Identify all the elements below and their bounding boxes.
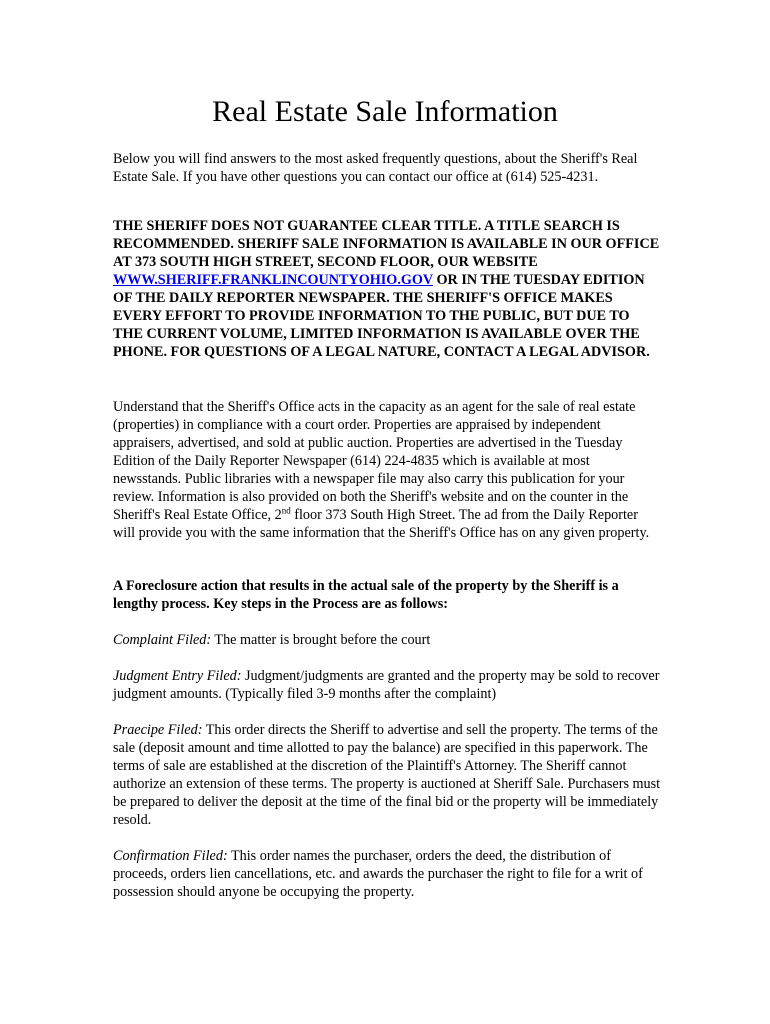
step-judgment (113, 667, 661, 703)
understand-paragraph (113, 398, 661, 542)
step-complaint-label: Complaint Filed: (113, 632, 212, 648)
step-praecipe (113, 721, 661, 829)
step-complaint-text: The matter is brought before the court (211, 632, 431, 648)
step-judgment-text: Judgment/judgments are granted and the property may be sold to recover judgment amounts. (Typically filed 3-9 months after the complaint) (113, 668, 660, 702)
understand-text-start: Understand that the Sheriff's Office acts in the capacity as an agent for the sale of real estate (properties) in compliance with a court order. Properties are appraised by independent appraisers, advertised, and sold at public auction. Properties are advertised in the Tuesday Edition of the Daily Reporter Newspaper (614) 224-4835 which is available at most newsstands. Public libraries with a newspaper file may also carry this publication for your review. Information is also provided on both the Sheriff's website and on the counter in the Sheriff's Real Estate Office, 2 (113, 399, 636, 523)
step-complaint (113, 631, 661, 649)
warning-text-start: THE SHERIFF DOES NOT GUARANTEE CLEAR TITLE. A TITLE SEARCH IS RECOMMENDED. SHERIFF SALE INFORMATION IS AVAILABLE IN OUR OFFICE AT 373 SOUTH HIGH STREET, SECOND FLOOR, OUR WEBSITE (113, 218, 660, 270)
step-praecipe-text: This order directs the Sheriff to advertise and sell the property. The terms of the sale (deposit amount and time allotted to pay the balance) are specified in this paperwork. The terms of sale are established at the discretion of the Plaintiff's Attorney. The Sheriff cannot authorize an extension of these terms. The property is auctioned at Sheriff Sale. Purchasers must be prepared to deliver the deposit at the time of the final bid or the property will be immediately resold. (113, 722, 661, 828)
step-confirmation-label: Confirmation Filed: (113, 848, 228, 864)
intro-paragraph: Below you will find answers to the most asked frequently questions, about the Sheriff's Real Estate Sale. If you have other questions you can contact our office at (614) 525-4231. (113, 151, 638, 185)
foreclosure-heading: A Foreclosure action that results in the actual sale of the property by the Sheriff is a lengthy process. Key steps in the Process are as follows: (113, 578, 619, 612)
step-confirmation-text: This order names the purchaser, orders the deed, the distribution of proceeds, orders lien cancellations, etc. and awards the purchaser the right to file for a writ of possession should anyone be occupying the property. (113, 848, 643, 900)
page-title: Real Estate Sale Information (212, 95, 558, 128)
ordinal-superscript: nd (281, 505, 291, 516)
step-praecipe-label: Praecipe Filed: (113, 722, 203, 738)
step-confirmation (113, 847, 661, 901)
step-judgment-label: Judgment Entry Filed: (113, 668, 242, 684)
sheriff-website-link[interactable]: WWW.SHERIFF.FRANKLINCOUNTYOHIO.GOV (113, 272, 433, 288)
warning-paragraph (113, 217, 661, 361)
understand-text-end: floor 373 South High Street. The ad from the Daily Reporter will provide you with the same information that the Sheriff's Office has on any given property. (113, 507, 650, 541)
warning-text-end: OR IN THE TUESDAY EDITION OF THE DAILY REPORTER NEWSPAPER. THE SHERIFF'S OFFICE MAKES EVERY EFFORT TO PROVIDE INFORMATION TO THE PUBLIC, BUT DUE TO THE CURRENT VOLUME, LIMITED INFORMATION IS AVAILABLE OVER THE PHONE. FOR QUESTIONS OF A LEGAL NATURE, CONTACT A LEGAL ADVISOR. (113, 272, 650, 360)
